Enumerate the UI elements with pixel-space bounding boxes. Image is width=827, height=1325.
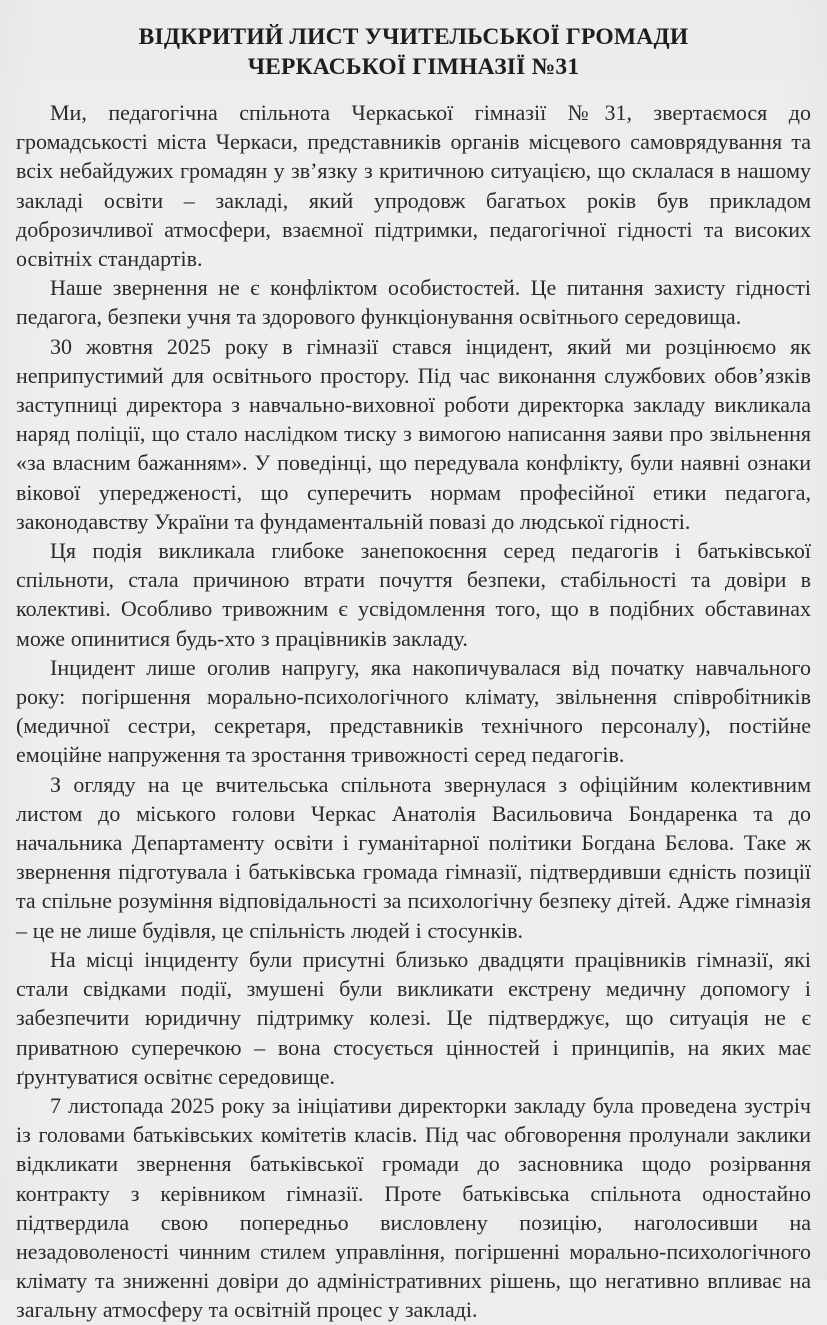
paragraph-3: 30 жовтня 2025 року в гімназії стався інцидент, який ми розцінюємо як неприпустимий для освітнього простору. Під час виконання службових обов’язків заступниці директора з навчально-виховної роботи директорка закладу викликала наряд поліції, що стало наслідком тиску з вимогою написання заяви про звільнення «за власним бажанням». У поведінці, що передувала конфлікту, були наявні ознаки вікової упередженості, що суперечить нормам професійної етики педагога, законодавству України та фундаментальній повазі до людської гідності.: [16, 333, 811, 534]
paragraph-8: 7 листопада 2025 року за ініціативи директорки закладу була проведена зустріч із головами батьківських комітетів класів. Під час обговорення пролунали заклики відкликати звернення батьківської громади до засновника щодо розірвання контракту з керівником гімназії. Проте батьківська спільнота одностайно підтвердила свою попередньо висловлену позицію, наголосивши на незадоволеності чинним стилем управління, погіршенні морально-психологічного клімату та зниженні довіри до адміністративних рішень, що негативно впливає на загальну атмосферу та освітній процес у закладі.: [16, 1092, 811, 1323]
paragraph-4: Ця подія викликала глибоке занепокоєння серед педагогів і батьківської спільноти, стала причиною втрати почуття безпеки, стабільності та довіри в колективі. Особливо тривожним є усвідомлення того, що в подібних обставинах може опинитися будь-хто з працівників закладу.: [16, 538, 811, 651]
paragraph-6: З огляду на це вчительська спільнота звернулася з офіційним колективним листом до міського голови Черкас Анатолія Васильовича Бондаренка та до начальника Департаменту освіти і гуманітарної політики Богдана Бєлова. Таке ж звернення підготувала і батьківська громада гімназії, підтвердивши єдність позиції та спільне розуміння відповідальності за психологічну безпеку дітей. Адже гімназія – це не лише будівля, це спільність людей і стосунків.: [16, 771, 811, 943]
page-title-line-2: ЧЕРКАСЬКОЇ ГІМНАЗІЇ №31: [247, 54, 580, 80]
document-body: [16, 98, 811, 1325]
page-title-line-1: ВІДКРИТИЙ ЛИСТ УЧИТЕЛЬСЬКОЇ ГРОМАДИ: [138, 24, 689, 50]
paragraph-1: Ми, педагогічна спільнота Черкаської гімназії №31, звертаємося до громадськості міста Черкаси, представників органів місцевого самоврядування та всіх небайдужих громадян у зв’язку з критичною ситуацією, що склалася в нашому закладі освіти – закладі, який упродовж багатьох років був прикладом доброзичливої атмосфери, взаємної підтримки, педагогічної гідності та високих освітніх стандартів.: [16, 100, 811, 272]
paragraph-7: На місці інциденту були присутні близько двадцяти працівників гімназії, які стали свідками події, змушені були викликати екстрену медичну допомогу і забезпечити юридичну підтримку колезі. Це підтверджує, що ситуація не є приватною суперечкою – вона стосується цінностей і принципів, на яких має ґрунтуватися освітнє середовище.: [16, 946, 811, 1089]
paragraph-5: Інцидент лише оголив напругу, яка накопичувалася від початку навчального року: погіршення морально-психологічного клімату, звільнення співробітників (медичної сестри, секретаря, представників технічного персоналу), постійне емоційне напруження та зростання тривожності серед педагогів.: [16, 654, 811, 768]
page-title: [16, 0, 811, 82]
paragraph-2: Наше звернення не є конфліктом особистостей. Це питання захисту гідності педагога, безпеки учня та здорового функціонування освітнього середовища.: [16, 275, 811, 330]
